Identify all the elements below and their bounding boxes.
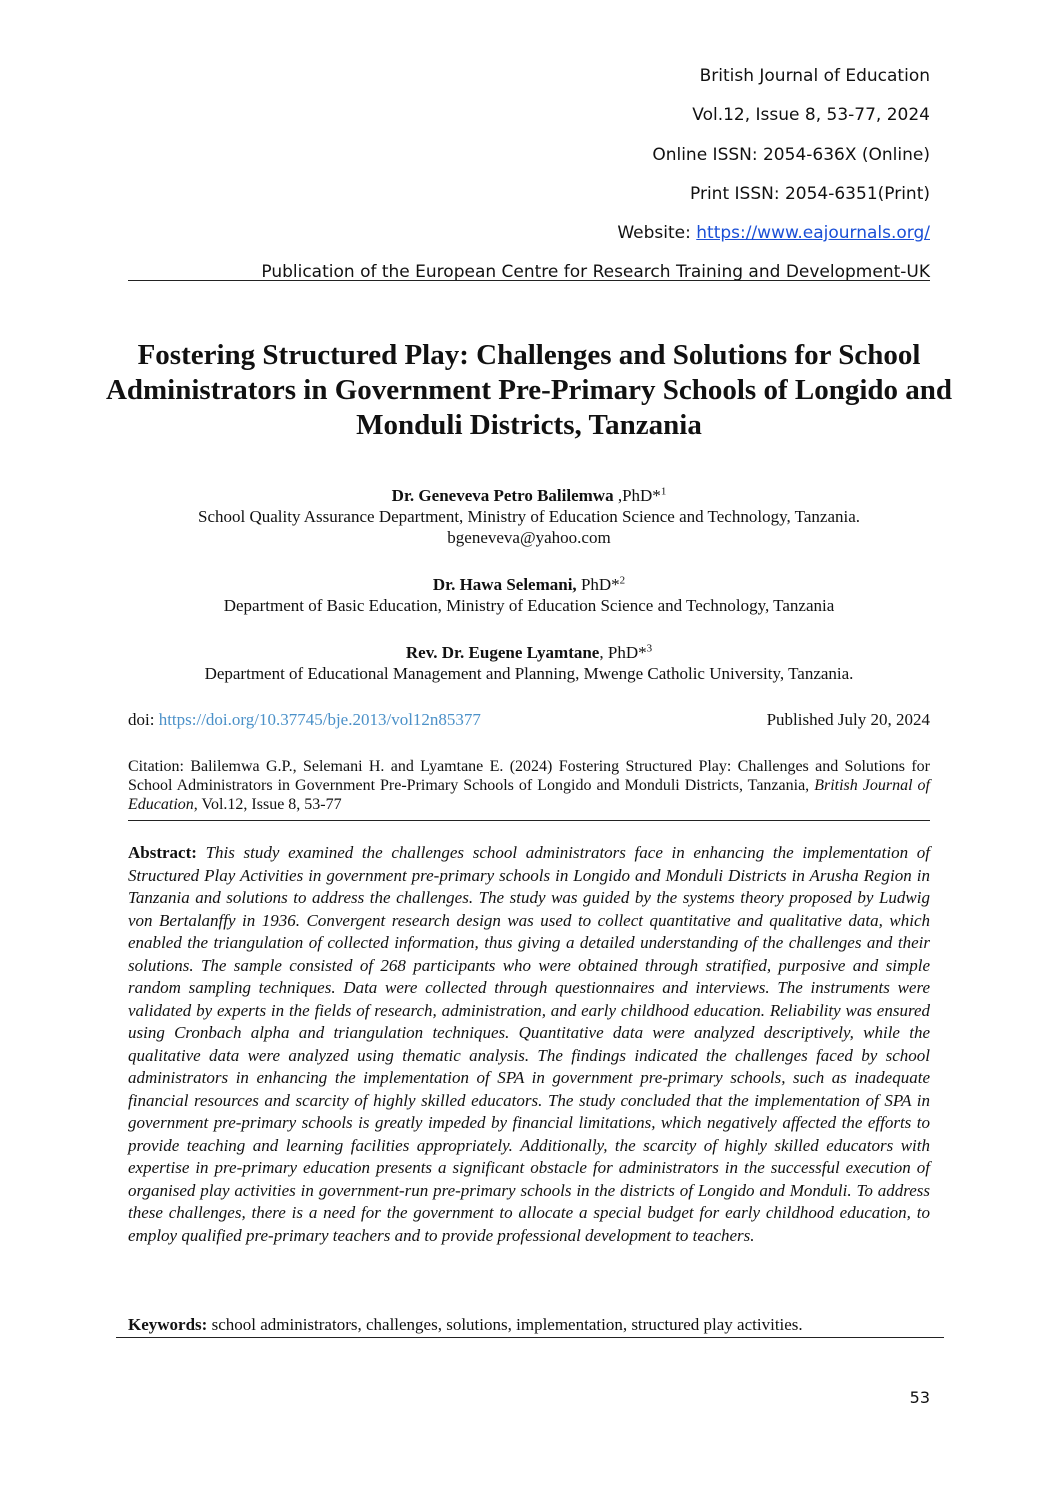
paper-title: Fostering Structured Play: Challenges and Solutions for School Administrators in Government Pre-Primary Schools of Longido and Monduli Districts, Tanzania [105, 339, 953, 441]
abstract-label: Abstract: [128, 843, 197, 862]
author-3-mark: 3 [646, 642, 653, 655]
volume-info: Vol.12, Issue 8, 53-77, 2024 [692, 105, 930, 125]
author-1-name: Dr. Geneveva Petro Balilemwa [391, 486, 614, 505]
doi-link[interactable]: https://doi.org/10.37745/bje.2013/vol12n85377 [158, 710, 481, 729]
print-issn: Print ISSN: 2054-6351(Print) [690, 184, 930, 204]
author-2-mark: 2 [619, 574, 626, 587]
website-link[interactable]: https://www.eajournals.org/ [696, 223, 930, 243]
website-line [617, 222, 930, 244]
website-label: Website: [617, 223, 697, 243]
published-date: Published July 20, 2024 [766, 710, 930, 729]
author-1-block [100, 485, 958, 548]
author-2-degree: PhD* [576, 575, 620, 594]
doi-row [128, 709, 930, 730]
doi-label: doi: [128, 710, 159, 729]
author-1-mark: 1 [660, 485, 667, 498]
author-2-name: Dr. Hawa Selemani, [432, 575, 577, 594]
online-issn: Online ISSN: 2054-636X (Online) [652, 145, 930, 165]
publisher-line: Publication of the European Centre for Research Training and Development-UK [261, 262, 930, 282]
author-3-affiliation: Department of Educational Management and Planning, Mwenge Catholic University, Tanzania. [204, 664, 854, 683]
author-1-affiliation: School Quality Assurance Department, Ministry of Education Science and Technology, Tanzania. [197, 507, 861, 526]
keywords-text: school administrators, challenges, solutions, implementation, structured play activities. [207, 1315, 803, 1334]
citation-text: Citation: Balilemwa G.P., Selemani H. and Lyamtane E. (2024) Fostering Structured Play: Challenges and Solutions for School Administrators in Government Pre-Primary Schools of Longido and Monduli Districts, Tanzania, [128, 758, 930, 794]
author-3-block [100, 642, 958, 684]
keywords-divider [116, 1337, 944, 1338]
abstract-text: This study examined the challenges school administrators face in enhancing the implementation of Structured Play Activities in government pre-primary schools in Longido and Monduli Districts in Arusha Region in Tanzania and solutions to address the challenges. The study was guided by the systems theory proposed by Ludwig von Bertalanffy in 1936. Convergent research design was used to collect quantitative and qualitative data, which enabled the triangulation of collected information, thus giving a detailed understanding of the challenges and their solutions. The sample consisted of 268 participants who were obtained through stratified, purposive and simple random sampling techniques. Data were collected through questionnaires and interviews. The instruments were validated by experts in the fields of research, administration, and early childhood education. Reliability was ensured using Cronbach alpha and triangulation techniques. Quantitative data were analyzed descriptively, while the qualitative data were analyzed using thematic analysis. The findings indicated the challenges faced by school administrators in enhancing the implementation of SPA in government pre-primary schools, such as inadequate financial resources and scarcity of highly skilled educators. The study concluded that the implementation of SPA in government pre-primary schools is greatly impeded by financial limitations, which negatively affected the efforts to provide teaching and learning facilities appropriately. Additionally, the scarcity of highly skilled educators with expertise in pre-primary education presents a significant obstacle for administrators in the successful execution of organised play activities in government-run pre-primary schools in the districts of Longido and Monduli. To address these challenges, there is a need for the government to allocate a special budget for early childhood education, to employ qualified pre-primary teachers and to provide professional development to teachers. [128, 843, 930, 1245]
author-1-email[interactable]: bgeneveva@yahoo.com [447, 528, 611, 547]
author-2-affiliation: Department of Basic Education, Ministry of Education Science and Technology, Tanzania [223, 596, 835, 615]
citation [128, 757, 930, 814]
citation-divider [128, 820, 930, 821]
page-number: 53 [909, 1388, 930, 1407]
author-1-degree: ,PhD* [613, 486, 661, 505]
citation-tail: , Vol.12, Issue 8, 53-77 [193, 796, 342, 813]
journal-name: British Journal of Education [699, 66, 930, 86]
keywords [128, 1314, 930, 1336]
author-3-degree: , PhD* [599, 643, 647, 662]
citation-journal: British Journal of Education [128, 777, 931, 813]
abstract [128, 842, 930, 1247]
author-3-name: Rev. Dr. Eugene Lyamtane [405, 643, 600, 662]
author-2 [100, 574, 958, 595]
author-1 [100, 485, 958, 506]
header-divider [128, 280, 930, 281]
keywords-label: Keywords: [128, 1315, 208, 1334]
author-3 [100, 642, 958, 663]
author-2-block [100, 574, 958, 616]
